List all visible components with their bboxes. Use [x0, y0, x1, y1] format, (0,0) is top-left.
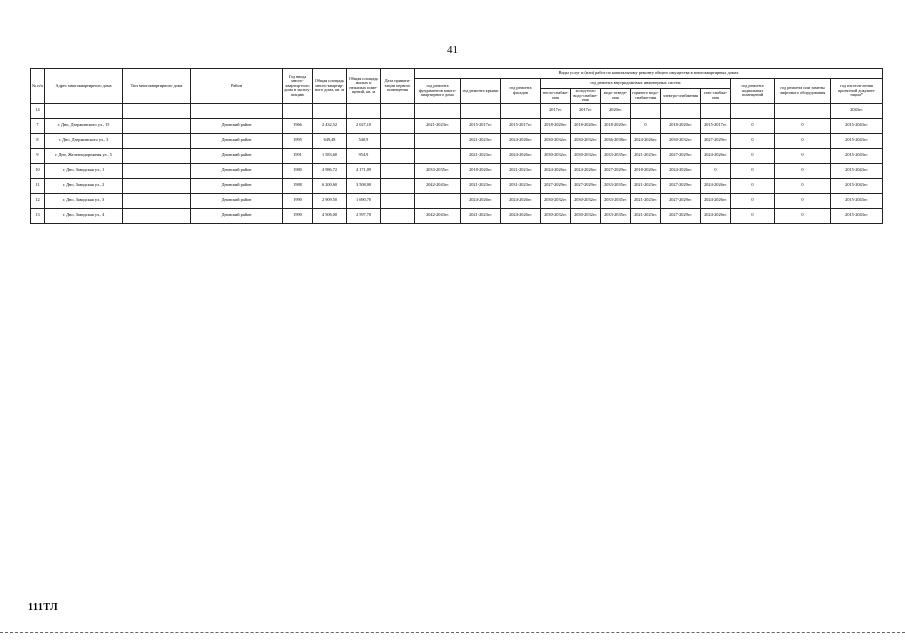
cell-gas: 0 — [701, 163, 731, 178]
header-hot-water: горячего водо-снабже-ния — [631, 89, 661, 104]
cell-design: 2015-2043гг. — [831, 193, 883, 208]
cell-num: 8 — [31, 133, 45, 148]
header-design: год изготов-ления проектной докумен-тации* — [831, 79, 883, 104]
cell-design: 2015-2043гг. — [831, 148, 883, 163]
cell — [461, 103, 501, 118]
cell-type — [123, 163, 191, 178]
cell-privat — [381, 118, 415, 133]
cell-elevator: 0 — [775, 178, 831, 193]
header-year: Год ввода много-квартир-ного дома в эксплу-атацию — [283, 69, 313, 104]
cell-year: 1990 — [283, 193, 313, 208]
cell-drain: 2033-2035гг. — [601, 148, 631, 163]
cell-cold: 2018-2020гг. — [571, 118, 601, 133]
table-row — [31, 118, 883, 133]
cell-drain: 2033-2035гг. — [601, 178, 631, 193]
cell: 14 — [31, 103, 45, 118]
page-number: 41 — [447, 44, 458, 56]
cell-region: Дновский район — [191, 148, 283, 163]
cell-num: 11 — [31, 178, 45, 193]
cell-living: 4 171,09 — [347, 163, 381, 178]
cell-design: 2015-2043гг. — [831, 118, 883, 133]
cell-gas: 2024-2026гг. — [701, 178, 731, 193]
cell-type — [123, 133, 191, 148]
cell — [45, 103, 123, 118]
cell: 2017гг. — [571, 103, 601, 118]
cell-address: г. Дно, Заводская ул., 3 — [45, 193, 123, 208]
cell-electric: 2027-2029гг. — [661, 193, 701, 208]
cell-roof: 2021-2023гг. — [461, 178, 501, 193]
cell — [415, 103, 461, 118]
cell-address: г. Дно, Заводская ул., 4 — [45, 208, 123, 223]
cell-num: 10 — [31, 163, 45, 178]
cell-foundation — [415, 193, 461, 208]
cell-total: 2 909,50 — [313, 193, 347, 208]
cell-year: 1966 — [283, 118, 313, 133]
cell-basement: 0 — [731, 118, 775, 133]
header-facade: год ремонта фасадов — [501, 79, 541, 104]
cell-cold: 2030-2032гг. — [571, 193, 601, 208]
cell-foundation: 2042-2043гг. — [415, 178, 461, 193]
bottom-divider — [0, 632, 905, 633]
cell — [731, 103, 775, 118]
cell-basement: 0 — [731, 178, 775, 193]
cell-hot: 2021-2023гг. — [631, 178, 661, 193]
cell-elevator: 0 — [775, 193, 831, 208]
cell: 2017гг. — [541, 103, 571, 118]
cell-heat: 2018-2020гг. — [541, 118, 571, 133]
cell-elevator: 0 — [775, 208, 831, 223]
cell-region: Дновский район — [191, 163, 283, 178]
cell-foundation: 2042-2043гг. — [415, 208, 461, 223]
table-row — [31, 193, 883, 208]
cell-cold: 2030-2032гг. — [571, 148, 601, 163]
cell-drain: 2027-2029гг. — [601, 163, 631, 178]
cell-num: 12 — [31, 193, 45, 208]
cell-hot: 2021-2023гг. — [631, 148, 661, 163]
cell-electric: 2030-2032гг. — [661, 133, 701, 148]
cell-address: г. Дно, Дзержинского ул., 3 — [45, 133, 123, 148]
cell-total: 1 583,60 — [313, 148, 347, 163]
cell-type — [123, 178, 191, 193]
header-privat-date: Дата привати-зации первого помещения — [381, 69, 415, 104]
cell-electric: 2018-2020гг. — [661, 118, 701, 133]
cell-gas: 2024-2026гг. — [701, 193, 731, 208]
cell-total: 649,48 — [313, 133, 347, 148]
cell-elevator: 0 — [775, 118, 831, 133]
cell — [123, 103, 191, 118]
header-works-group: Виды услуг и (или) работ по капитальному ремонту общего имущества в многоквартирных домах — [415, 69, 883, 79]
cell-basement: 0 — [731, 163, 775, 178]
cell-address: г. Дно, Дзержинского ул., 15 — [45, 118, 123, 133]
cell-type — [123, 193, 191, 208]
cell-cold: 2024-2026гг. — [571, 163, 601, 178]
cell-facade: 2031-2023гг. — [501, 178, 541, 193]
cell — [661, 103, 701, 118]
cell-electric: 2027-2029гг. — [661, 148, 701, 163]
cell-living: 2 597,70 — [347, 208, 381, 223]
cell-privat — [381, 163, 415, 178]
header-roof: год ремонта крыши — [461, 79, 501, 104]
header-elevator: год ремонта или замены лифтового оборудования — [775, 79, 831, 104]
header-address: Адрес многоквартирного дома — [45, 69, 123, 104]
cell-heat: 2030-2032гг. — [541, 133, 571, 148]
cell-roof: 2015-2017гг. — [461, 118, 501, 133]
cell — [701, 103, 731, 118]
header-type: Тип многоквартирного дома — [123, 69, 191, 104]
header-systems: год ремонта внутридомовых инженерных систем — [541, 79, 731, 89]
header-total-area: Общая площадь много-квартир-ного дома, кв. м — [313, 69, 347, 104]
cell-basement: 0 — [731, 148, 775, 163]
cell-facade: 2024-2026гг. — [501, 208, 541, 223]
cell-electric: 2027-2029гг. — [661, 178, 701, 193]
table-row — [31, 133, 883, 148]
cell-gas: 2024-2026гг. — [701, 148, 731, 163]
cell-year: 1995 — [283, 133, 313, 148]
cell-foundation: 2033-2035гг. — [415, 163, 461, 178]
cell-total: 6 200,60 — [313, 178, 347, 193]
cell: 2043гг. — [831, 103, 883, 118]
capital-repair-table — [30, 68, 883, 224]
cell-year: 1991 — [283, 148, 313, 163]
cell-address: г. Дно, Заводская ул., 2 — [45, 178, 123, 193]
cell-hot: 2024-2026гг. — [631, 133, 661, 148]
cell-basement: 0 — [731, 193, 775, 208]
cell-total: 4 986,72 — [313, 163, 347, 178]
cell-region: Дновский район — [191, 208, 283, 223]
cell-roof: 2021-2023гг. — [461, 133, 501, 148]
cell — [501, 103, 541, 118]
cell-living: 540,9 — [347, 133, 381, 148]
cell-living: 3 508,00 — [347, 178, 381, 193]
cell-drain: 2036-2038гг. — [601, 133, 631, 148]
cell-design: 2015-2043гг. — [831, 163, 883, 178]
cell-type — [123, 208, 191, 223]
cell-region: Дновский район — [191, 193, 283, 208]
cell-heat: 2027-2029гг. — [541, 178, 571, 193]
cell-year: 1990 — [283, 208, 313, 223]
cell-type — [123, 148, 191, 163]
cell-region: Дновский район — [191, 133, 283, 148]
cell-heat: 2030-2032гг. — [541, 148, 571, 163]
cell-design: 2015-2043гг. — [831, 178, 883, 193]
cell: 2020гг. — [601, 103, 631, 118]
header-drainage: водо-отведе-ния — [601, 89, 631, 104]
cell-heat: 2024-2026гг. — [541, 163, 571, 178]
cell-num: 7 — [31, 118, 45, 133]
header-electric: электро-снабжения — [661, 89, 701, 104]
cell-foundation: 2021-2023гг. — [415, 118, 461, 133]
cell-facade: 2015-2017гг. — [501, 118, 541, 133]
header-num: № п/п — [31, 69, 45, 104]
cell-living: 954,9 — [347, 148, 381, 163]
cell-elevator: 0 — [775, 133, 831, 148]
cell-cold: 2030-2032гг. — [571, 133, 601, 148]
cell — [313, 103, 347, 118]
cell-facade: 2024-2026гг. — [501, 193, 541, 208]
cell-foundation — [415, 133, 461, 148]
cell — [191, 103, 283, 118]
header-foundation: год ремонта фундаментов много-квартирного дома — [415, 79, 461, 104]
header-region: Район — [191, 69, 283, 104]
cell-privat — [381, 148, 415, 163]
cell-design: 2015-2043гг. — [831, 133, 883, 148]
cell — [347, 103, 381, 118]
cell — [381, 103, 415, 118]
cell-hot: 2021-2023гг. — [631, 193, 661, 208]
cell-basement: 0 — [731, 208, 775, 223]
cell-drain: 2018-2020гг. — [601, 118, 631, 133]
cell-total: 2 432,52 — [313, 118, 347, 133]
cell-gas: 2015-2017гг. — [701, 118, 731, 133]
cell-cold: 2030-2032гг. — [571, 208, 601, 223]
table-row — [31, 163, 883, 178]
cell-electric: 2027-2029гг. — [661, 208, 701, 223]
cell-hot: 2018-2020гг. — [631, 163, 661, 178]
cell-year: 1980 — [283, 163, 313, 178]
cell-drain: 2033-2035гг. — [601, 208, 631, 223]
cell-elevator: 0 — [775, 163, 831, 178]
table-row — [31, 208, 883, 223]
cell-living: 2 027,10 — [347, 118, 381, 133]
cell-design: 2015-2043гг. — [831, 208, 883, 223]
cell-basement: 0 — [731, 133, 775, 148]
cell-roof: 2021-2023гг. — [461, 148, 501, 163]
header-cold-water: холод-ного водо-снабже-ния — [571, 89, 601, 104]
cell-cold: 2027-2029гг. — [571, 178, 601, 193]
cell-living: 1 690,70 — [347, 193, 381, 208]
cell-facade: 2024-2026гг. — [501, 133, 541, 148]
cell-region: Дновский район — [191, 178, 283, 193]
cell-num: 13 — [31, 208, 45, 223]
footer-stamp: 111ТЛ — [28, 602, 59, 613]
cell-facade: 2021-2023гг. — [501, 163, 541, 178]
cell-electric: 2024-2026гг. — [661, 163, 701, 178]
cell-foundation — [415, 148, 461, 163]
cell-gas: 2024-2026гг. — [701, 208, 731, 223]
table-row — [31, 103, 883, 118]
cell-num: 9 — [31, 148, 45, 163]
cell-roof: 2018-2020гг. — [461, 163, 501, 178]
cell-roof: 2021-2023гг. — [461, 208, 501, 223]
table-row — [31, 148, 883, 163]
cell-address: г. Дно, Железнодорожная ул., 5 — [45, 148, 123, 163]
cell-privat — [381, 208, 415, 223]
header-gas: газо-снабже-ния — [701, 89, 731, 104]
cell — [775, 103, 831, 118]
cell-privat — [381, 178, 415, 193]
cell-gas: 2027-2029гг. — [701, 133, 731, 148]
cell-region: Дновский район — [191, 118, 283, 133]
cell-roof: 2024-2026гг. — [461, 193, 501, 208]
cell-privat — [381, 193, 415, 208]
cell-heat: 2030-2032гг. — [541, 193, 571, 208]
cell-type — [123, 118, 191, 133]
cell-facade: 2024-2026гг. — [501, 148, 541, 163]
cell-heat: 2030-2032гг. — [541, 208, 571, 223]
table-row — [31, 178, 883, 193]
cell-drain: 2033-2035гг. — [601, 193, 631, 208]
cell-elevator: 0 — [775, 148, 831, 163]
cell — [631, 103, 661, 118]
cell-address: г. Дно, Заводская ул., 1 — [45, 163, 123, 178]
cell-privat — [381, 133, 415, 148]
cell — [283, 103, 313, 118]
header-living-area: Общая площадь жилых и нежилых поме-щений, кв. м — [347, 69, 381, 104]
cell-hot: 0 — [631, 118, 661, 133]
cell-total: 4 506,00 — [313, 208, 347, 223]
cell-year: 1988 — [283, 178, 313, 193]
header-heat: тепло-снабже-ния — [541, 89, 571, 104]
cell-hot: 2021-2023гг. — [631, 208, 661, 223]
header-basement: год ремонта подвальных помещений — [731, 79, 775, 104]
